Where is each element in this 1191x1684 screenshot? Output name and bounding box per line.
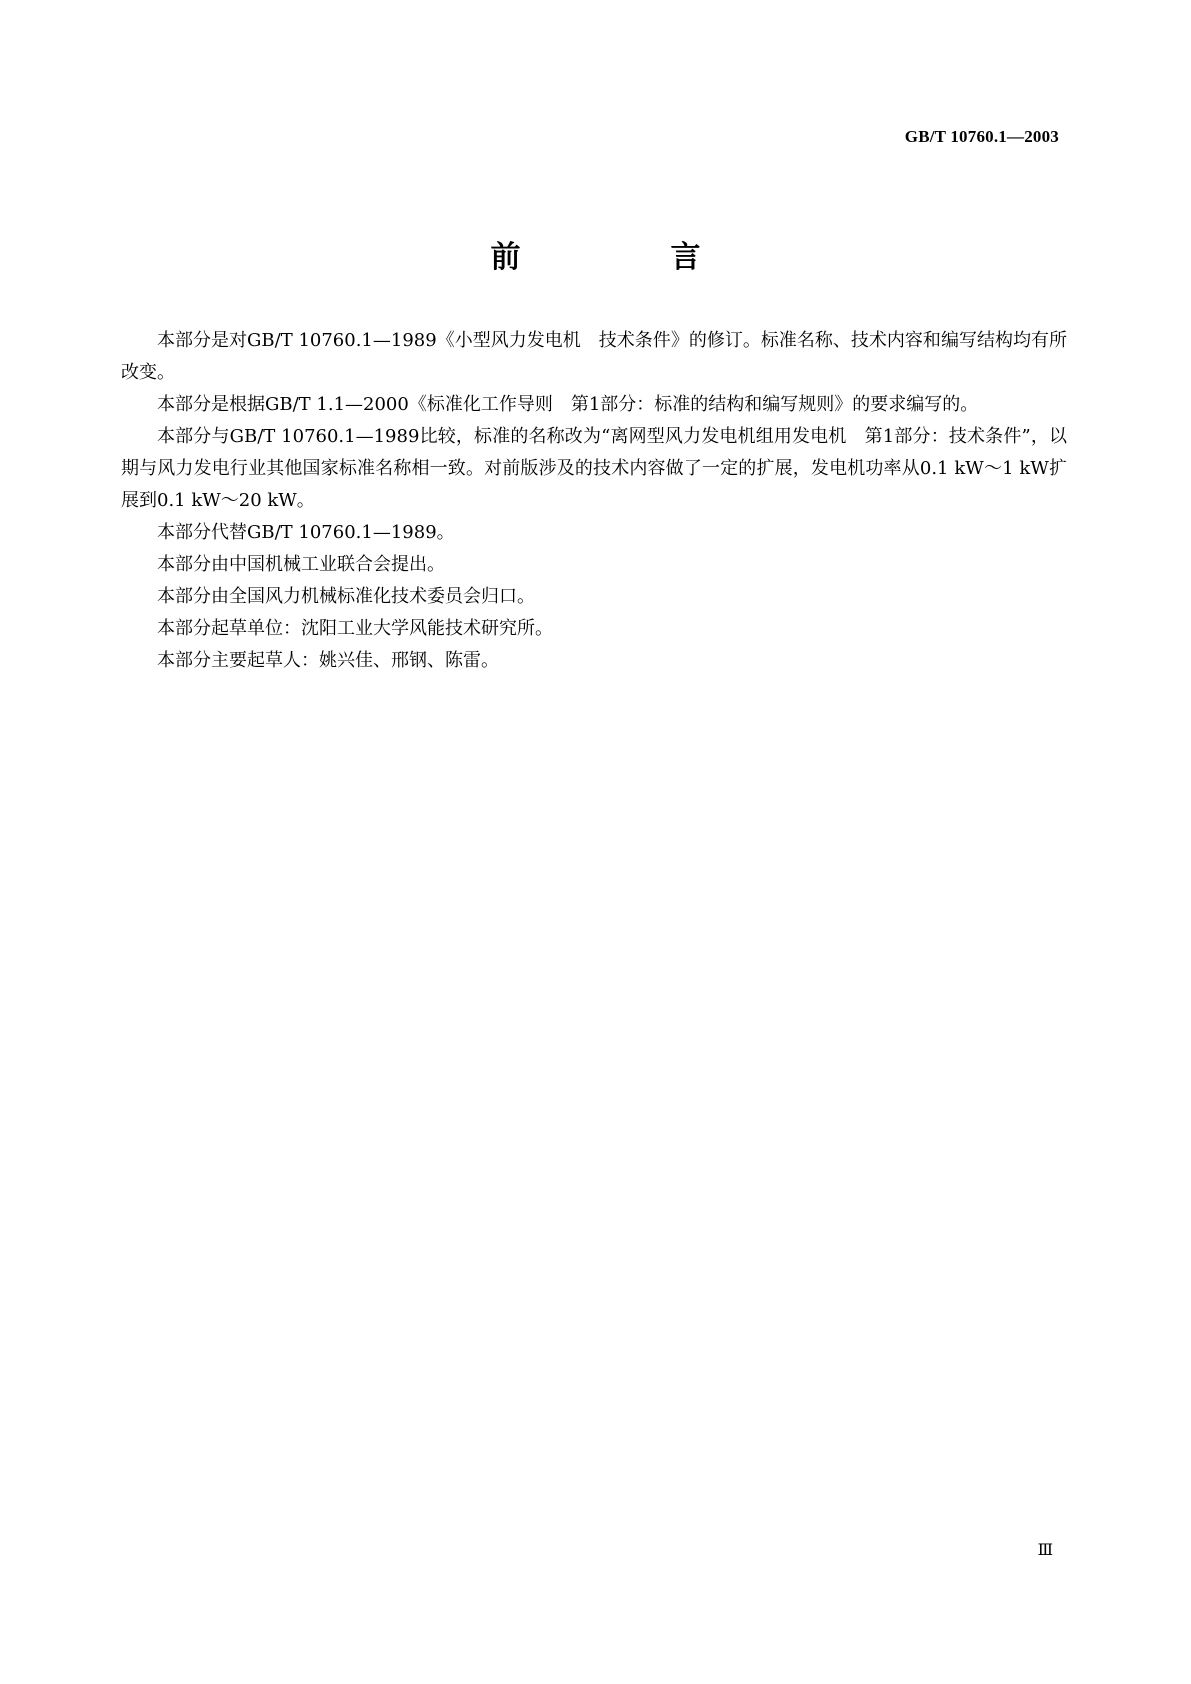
paragraph-drafting-unit: 本部分起草单位：沈阳工业大学风能技术研究所。: [157, 618, 553, 639]
paragraph-revision: 本部分是对GB/T 10760.1—1989《小型风力发电机 技术条件》的修订。标准名称、技术内容和编写结构均有所改变。: [121, 330, 1067, 383]
paragraph-drafting-rules: 本部分是根据GB/T 1.1—2000《标准化工作导则 第1部分：标准的结构和编写规则》的要求编写的。: [157, 394, 979, 415]
page-number: Ⅲ: [1037, 1542, 1053, 1559]
paragraph-administered-by: 本部分由全国风力机械标准化技术委员会归口。: [157, 586, 535, 607]
foreword-body: [121, 325, 1067, 677]
standard-code: GB/T 10760.1—2003: [904, 127, 1059, 146]
page-title: 前 言: [490, 240, 761, 275]
paragraph-replaces: 本部分代替GB/T 10760.1—1989。: [157, 522, 455, 543]
paragraph-comparison: 本部分与GB/T 10760.1—1989比较，标准的名称改为“离网型风力发电机组用发电机 第1部分：技术条件”，以期与风力发电行业其他国家标准名称相一致。对前版涉及的技术内容做了一定的扩展，发电机功率从0.1 kW～1 kW扩展到0.1 kW～20 kW。: [121, 426, 1067, 511]
paragraph-drafters: 本部分主要起草人：姚兴佳、邢钢、陈雷。: [157, 650, 499, 671]
paragraph-proposed-by: 本部分由中国机械工业联合会提出。: [157, 554, 445, 575]
